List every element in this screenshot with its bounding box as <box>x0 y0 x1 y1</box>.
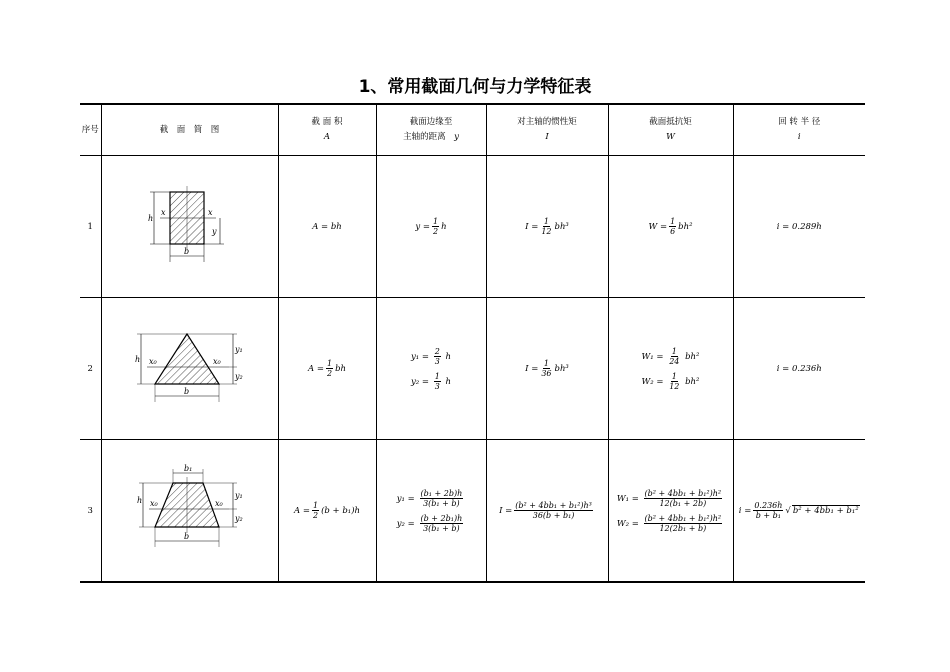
distance-y1-formula: y₁ = $\frac{\text{(b₁ + 2b)h}}{\text{3(b₁ + b)}}$ <box>396 488 463 508</box>
label-b: b <box>183 531 189 541</box>
label-y1: y₁ <box>234 344 243 354</box>
table-row <box>80 156 865 298</box>
header-distance-symbol: y <box>454 132 459 142</box>
modulus-cell <box>608 156 733 298</box>
area-cell <box>278 298 376 440</box>
radius-formula: i = 0.236h <box>776 363 822 374</box>
header-modulus-symbol: W <box>666 132 675 142</box>
modulus-w2-formula: W₂ = $\frac{1}{12}$ bh² <box>641 371 700 391</box>
header-distance <box>376 104 486 156</box>
area-formula: A = bh <box>312 221 342 232</box>
table-header-row <box>80 104 865 156</box>
radius-cell <box>733 156 865 298</box>
label-h: h <box>147 213 153 223</box>
section-properties-table <box>80 103 865 583</box>
label-x0-right: x₀ <box>214 498 223 508</box>
modulus-w1-formula: W₁ = $\frac{1}{24}$ bh² <box>641 346 700 366</box>
modulus-cell <box>608 298 733 440</box>
trapezoid-section-diagram <box>125 463 255 559</box>
label-x0-left: x₀ <box>149 498 158 508</box>
header-figure: 截 面 简 图 <box>101 104 278 156</box>
header-radius <box>733 104 865 156</box>
header-distance-label2: 主轴的距离 <box>403 132 446 142</box>
label-x-left: x <box>160 207 166 217</box>
header-index: 序号 <box>80 104 101 156</box>
radius-formula: i = 0.289h <box>776 221 822 232</box>
triangle-section-diagram <box>125 324 255 414</box>
header-inertia <box>486 104 608 156</box>
modulus-cell <box>608 440 733 583</box>
header-modulus <box>608 104 733 156</box>
row-index: 3 <box>80 440 101 583</box>
label-y1: y₁ <box>234 490 243 500</box>
header-area <box>278 104 376 156</box>
label-h: h <box>134 354 140 364</box>
label-b1: b₁ <box>183 463 192 473</box>
distance-formula: y = $\frac{1}{2}$ h <box>415 217 447 236</box>
table-row <box>80 440 865 583</box>
modulus-w2-formula: W₂ = $\frac{\text{(b² + 4bb₁ + b₁²)h²}}{\text{12(2b₁ + b)}}$ <box>616 513 722 533</box>
rectangle-section-diagram <box>130 182 250 272</box>
area-formula: A = $\frac{1}{2}$ bh <box>308 359 346 378</box>
label-b: b <box>183 246 189 256</box>
area-cell <box>278 440 376 583</box>
sqrt-symbol: √ <box>785 505 791 516</box>
label-y: y <box>211 226 217 236</box>
triangle-section-figure <box>101 298 278 440</box>
distance-y2-formula: y₂ = $\frac{\text{(b + 2b₁)h}}{\text{3(b₁ + b)}}$ <box>396 513 463 533</box>
modulus-w1-formula: W₁ = $\frac{\text{(b² + 4bb₁ + b₁²)h²}}{\text{12(b₁ + 2b)}}$ <box>616 488 722 508</box>
trapezoid-section-figure <box>101 440 278 583</box>
radius-cell <box>733 298 865 440</box>
inertia-cell <box>486 156 608 298</box>
inertia-cell <box>486 298 608 440</box>
header-radius-symbol: i <box>797 132 801 142</box>
inertia-formula: I = $\frac{1}{36}$ bh³ <box>525 359 569 378</box>
header-inertia-label: 对主轴的惯性矩 <box>517 117 577 127</box>
distance-y1-formula: y₁ = $\frac{2}{3}$ h <box>410 346 452 366</box>
inertia-cell <box>486 440 608 583</box>
page-title: 1、常用截面几何与力学特征表 <box>358 77 592 97</box>
label-y2: y₂ <box>234 513 243 523</box>
header-distance-label: 截面边缘至 <box>409 117 453 127</box>
label-x0-left: x₀ <box>148 356 157 366</box>
radius-formula: i = $\frac{0.236h}{\text{b + b₁}}$ √ b² + 4bb₁ + b₁² <box>738 501 859 520</box>
distance-cell <box>376 156 486 298</box>
inertia-formula: I = $\frac{\text{(b² + 4bb₁ + b₁²)h³}}{\text{36(b + b₁)}}$ <box>499 501 592 520</box>
distance-y2-formula: y₂ = $\frac{1}{3}$ h <box>410 371 452 391</box>
row-index: 1 <box>80 156 101 298</box>
area-formula: A = $\frac{1}{2}$ (b + b₁)h <box>294 501 360 520</box>
radius-cell <box>733 440 865 583</box>
label-b: b <box>183 386 189 396</box>
distance-cell <box>376 440 486 583</box>
label-x0-right: x₀ <box>212 356 221 366</box>
header-area-symbol: A <box>323 132 331 142</box>
table-row <box>80 298 865 440</box>
row-index: 2 <box>80 298 101 440</box>
rectangle-section-figure <box>101 156 278 298</box>
header-area-label: 截 面 积 <box>311 117 343 127</box>
area-cell <box>278 156 376 298</box>
header-radius-label: 回 转 半 径 <box>778 117 821 127</box>
inertia-formula: I = $\frac{1}{12}$ bh³ <box>525 217 569 236</box>
header-modulus-label: 截面抵抗矩 <box>649 117 692 127</box>
distance-cell <box>376 298 486 440</box>
label-x-right: x <box>207 207 213 217</box>
label-y2: y₂ <box>234 371 243 381</box>
label-h: h <box>136 495 142 505</box>
header-inertia-symbol: I <box>545 132 549 142</box>
modulus-formula: W = $\frac{1}{6}$ bh² <box>648 217 693 236</box>
